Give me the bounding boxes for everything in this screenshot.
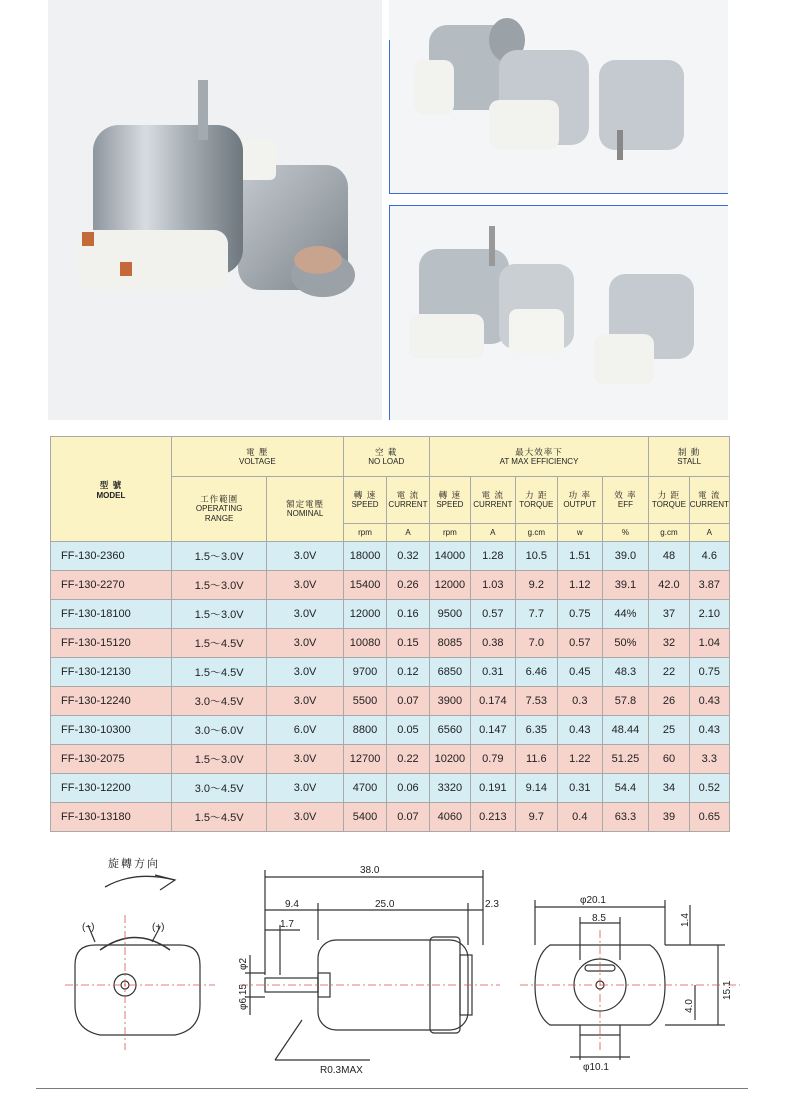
value-cell: 5400 bbox=[343, 803, 386, 832]
bottom-rule bbox=[36, 1088, 748, 1089]
dim-shaft-length: 9.4 bbox=[285, 899, 299, 910]
model-cell: FF-130-2270 bbox=[51, 571, 172, 600]
value-cell: 48.3 bbox=[602, 658, 649, 687]
value-cell: 3900 bbox=[429, 687, 470, 716]
value-cell: 3.0V bbox=[267, 600, 343, 629]
value-cell: 6.35 bbox=[515, 716, 557, 745]
value-cell: 50% bbox=[602, 629, 649, 658]
value-cell: 1.5～3.0V bbox=[171, 600, 266, 629]
value-cell: 8800 bbox=[343, 716, 386, 745]
value-cell: 5500 bbox=[343, 687, 386, 716]
value-cell: 60 bbox=[649, 745, 689, 774]
value-cell: 3.0V bbox=[267, 629, 343, 658]
header-noload bbox=[343, 437, 429, 477]
header-current-noload bbox=[387, 477, 429, 524]
header-torque-maxeff bbox=[515, 477, 557, 524]
value-cell: 3.0～6.0V bbox=[171, 716, 266, 745]
value-cell: 25 bbox=[649, 716, 689, 745]
value-cell: 0.191 bbox=[471, 774, 516, 803]
model-cell: FF-130-13180 bbox=[51, 803, 172, 832]
dim-slot-width: 8.5 bbox=[592, 913, 606, 924]
header-nominal-cn: 額定電壓 bbox=[286, 499, 325, 509]
value-cell: 9500 bbox=[429, 600, 470, 629]
header-speed-noload-cn: 轉 速 bbox=[353, 490, 377, 500]
value-cell: 0.174 bbox=[471, 687, 516, 716]
value-cell: 39.0 bbox=[602, 542, 649, 571]
unit-cell: g.cm bbox=[515, 524, 557, 542]
photo-divider-horizontal bbox=[389, 193, 728, 206]
header-output bbox=[558, 477, 603, 524]
value-cell: 0.75 bbox=[689, 658, 729, 687]
value-cell: 12000 bbox=[343, 600, 386, 629]
table-row bbox=[51, 542, 730, 571]
unit-cell: rpm bbox=[343, 524, 386, 542]
table-row bbox=[51, 745, 730, 774]
header-torque-stall-en: TORQUE bbox=[651, 500, 686, 509]
value-cell: 51.25 bbox=[602, 745, 649, 774]
dim-radius: R0.3MAX bbox=[320, 1065, 363, 1076]
value-cell: 32 bbox=[649, 629, 689, 658]
value-cell: 37 bbox=[649, 600, 689, 629]
table-row bbox=[51, 687, 730, 716]
header-eff-en: EFF bbox=[617, 500, 633, 509]
value-cell: 0.43 bbox=[689, 687, 729, 716]
unit-cell: A bbox=[689, 524, 729, 542]
header-current-noload-en: CURRENT bbox=[388, 500, 428, 509]
dim-boss-diameter: φ6.15 bbox=[238, 984, 249, 1010]
unit-cell: g.cm bbox=[649, 524, 689, 542]
value-cell: 63.3 bbox=[602, 803, 649, 832]
product-photos bbox=[48, 0, 728, 420]
value-cell: 1.5～4.5V bbox=[171, 803, 266, 832]
table-row bbox=[51, 600, 730, 629]
value-cell: 1.03 bbox=[471, 571, 516, 600]
value-cell: 11.6 bbox=[515, 745, 557, 774]
header-noload-cn: 空 載 bbox=[375, 446, 398, 457]
header-speed-maxeff-en: SPEED bbox=[436, 500, 464, 509]
value-cell: 44% bbox=[602, 600, 649, 629]
value-cell: 18000 bbox=[343, 542, 386, 571]
value-cell: 0.147 bbox=[471, 716, 516, 745]
header-noload-en: NO LOAD bbox=[368, 456, 405, 466]
unit-cell: rpm bbox=[429, 524, 470, 542]
model-cell: FF-130-10300 bbox=[51, 716, 172, 745]
value-cell: 0.79 bbox=[471, 745, 516, 774]
header-maxeff-en: AT MAX EFFICIENCY bbox=[499, 456, 579, 466]
header-current-stall bbox=[689, 477, 729, 524]
value-cell: 42.0 bbox=[649, 571, 689, 600]
header-current-noload-cn: 電 流 bbox=[396, 490, 420, 500]
value-cell: 26 bbox=[649, 687, 689, 716]
header-eff-cn: 效 率 bbox=[614, 490, 637, 500]
unit-cell: w bbox=[558, 524, 603, 542]
spec-table bbox=[50, 436, 730, 832]
dim-end-length: 2.3 bbox=[485, 899, 499, 910]
value-cell: 3.0V bbox=[267, 803, 343, 832]
value-cell: 0.75 bbox=[558, 600, 603, 629]
value-cell: 0.3 bbox=[558, 687, 603, 716]
header-maxeff-cn: 最大效率下 bbox=[515, 446, 563, 457]
unit-cell: A bbox=[387, 524, 429, 542]
value-cell: 12700 bbox=[343, 745, 386, 774]
header-torque-maxeff-cn: 力 距 bbox=[525, 490, 548, 500]
value-cell: 1.12 bbox=[558, 571, 603, 600]
value-cell: 2.10 bbox=[689, 600, 729, 629]
value-cell: 9.14 bbox=[515, 774, 557, 803]
header-nominal-en: NOMINAL bbox=[286, 509, 324, 518]
value-cell: 1.04 bbox=[689, 629, 729, 658]
value-cell: 3.87 bbox=[689, 571, 729, 600]
model-cell: FF-130-12240 bbox=[51, 687, 172, 716]
value-cell: 3.0V bbox=[267, 687, 343, 716]
table-row bbox=[51, 716, 730, 745]
value-cell: 0.43 bbox=[558, 716, 603, 745]
header-current-stall-en: CURRENT bbox=[689, 500, 729, 509]
drawing-svg bbox=[40, 845, 760, 1090]
header-model-cn: 型 號 bbox=[99, 479, 123, 490]
value-cell: 0.57 bbox=[558, 629, 603, 658]
motor-group-photo-bottom bbox=[389, 204, 728, 420]
value-cell: 10200 bbox=[429, 745, 470, 774]
value-cell: 0.32 bbox=[387, 542, 429, 571]
value-cell: 0.4 bbox=[558, 803, 603, 832]
header-current-maxeff-cn: 電 流 bbox=[481, 490, 505, 500]
value-cell: 7.0 bbox=[515, 629, 557, 658]
header-current-maxeff-en: CURRENT bbox=[473, 500, 513, 509]
header-eff bbox=[602, 477, 649, 524]
value-cell: 0.12 bbox=[387, 658, 429, 687]
value-cell: 0.06 bbox=[387, 774, 429, 803]
value-cell: 10080 bbox=[343, 629, 386, 658]
model-cell: FF-130-18100 bbox=[51, 600, 172, 629]
value-cell: 10.5 bbox=[515, 542, 557, 571]
value-cell: 15400 bbox=[343, 571, 386, 600]
table-row bbox=[51, 629, 730, 658]
main-motor-photo bbox=[48, 0, 382, 420]
value-cell: 1.5～3.0V bbox=[171, 542, 266, 571]
unit-cell: A bbox=[471, 524, 516, 542]
dimension-drawings bbox=[40, 845, 760, 1090]
header-voltage-en: VOLTAGE bbox=[239, 456, 276, 466]
value-cell: 6560 bbox=[429, 716, 470, 745]
header-current-stall-cn: 電 流 bbox=[698, 490, 721, 500]
value-cell: 0.31 bbox=[471, 658, 516, 687]
table-row bbox=[51, 803, 730, 832]
model-cell: FF-130-2360 bbox=[51, 542, 172, 571]
dim-step-length: 1.7 bbox=[280, 919, 294, 930]
value-cell: 39 bbox=[649, 803, 689, 832]
value-cell: 3.0～4.5V bbox=[171, 774, 266, 803]
value-cell: 1.22 bbox=[558, 745, 603, 774]
model-cell: FF-130-2075 bbox=[51, 745, 172, 774]
header-speed-maxeff bbox=[429, 477, 470, 524]
value-cell: 0.43 bbox=[689, 716, 729, 745]
value-cell: 0.57 bbox=[471, 600, 516, 629]
dim-flat-offset: 1.4 bbox=[680, 913, 691, 927]
value-cell: 3.0V bbox=[267, 658, 343, 687]
header-torque-stall-cn: 力 距 bbox=[657, 490, 681, 500]
header-operating-en2: RANGE bbox=[204, 514, 234, 523]
value-cell: 0.22 bbox=[387, 745, 429, 774]
dim-total-length: 38.0 bbox=[360, 865, 380, 876]
model-cell: FF-130-15120 bbox=[51, 629, 172, 658]
table-row bbox=[51, 774, 730, 803]
value-cell: 9.7 bbox=[515, 803, 557, 832]
rotation-direction-label: 旋轉方向 bbox=[108, 858, 160, 870]
value-cell: 9700 bbox=[343, 658, 386, 687]
value-cell: 7.53 bbox=[515, 687, 557, 716]
table-row bbox=[51, 571, 730, 600]
value-cell: 22 bbox=[649, 658, 689, 687]
value-cell: 12000 bbox=[429, 571, 470, 600]
value-cell: 1.28 bbox=[471, 542, 516, 571]
header-current-maxeff bbox=[471, 477, 516, 524]
value-cell: 8085 bbox=[429, 629, 470, 658]
value-cell: 3.0V bbox=[267, 745, 343, 774]
photo-divider-vertical bbox=[382, 40, 390, 420]
value-cell: 3.0V bbox=[267, 571, 343, 600]
header-speed-maxeff-cn: 轉 速 bbox=[438, 490, 462, 500]
value-cell: 1.51 bbox=[558, 542, 603, 571]
value-cell: 0.52 bbox=[689, 774, 729, 803]
model-cell: FF-130-12200 bbox=[51, 774, 172, 803]
value-cell: 6.0V bbox=[267, 716, 343, 745]
value-cell: 1.5～4.5V bbox=[171, 629, 266, 658]
header-voltage bbox=[171, 437, 343, 477]
value-cell: 39.1 bbox=[602, 571, 649, 600]
dim-center-height: 4.0 bbox=[684, 999, 695, 1013]
header-operating-cn: 工作範圍 bbox=[200, 494, 239, 504]
value-cell: 48.44 bbox=[602, 716, 649, 745]
value-cell: 0.07 bbox=[387, 803, 429, 832]
dim-body-height: 15.1 bbox=[722, 980, 733, 1000]
header-torque-stall bbox=[649, 477, 689, 524]
value-cell: 0.31 bbox=[558, 774, 603, 803]
header-model-en: MODEL bbox=[96, 490, 126, 500]
value-cell: 57.8 bbox=[602, 687, 649, 716]
header-operating-en: OPERATING bbox=[195, 504, 243, 513]
value-cell: 7.7 bbox=[515, 600, 557, 629]
value-cell: 0.07 bbox=[387, 687, 429, 716]
table-row bbox=[51, 658, 730, 687]
header-operating bbox=[171, 477, 266, 542]
value-cell: 48 bbox=[649, 542, 689, 571]
header-output-cn: 功 率 bbox=[568, 490, 591, 500]
header-stall-cn: 制 動 bbox=[677, 446, 701, 457]
motor-group-photo-top bbox=[389, 0, 728, 193]
header-output-en: OUTPUT bbox=[563, 500, 597, 509]
value-cell: 0.213 bbox=[471, 803, 516, 832]
positive-terminal-label: (+) bbox=[152, 922, 165, 933]
header-maxeff bbox=[429, 437, 649, 477]
dim-body-diameter: φ20.1 bbox=[580, 895, 606, 906]
value-cell: 0.16 bbox=[387, 600, 429, 629]
value-cell: 6850 bbox=[429, 658, 470, 687]
value-cell: 9.2 bbox=[515, 571, 557, 600]
value-cell: 0.38 bbox=[471, 629, 516, 658]
value-cell: 1.5～4.5V bbox=[171, 658, 266, 687]
header-voltage-cn: 電 壓 bbox=[246, 446, 269, 457]
header-model bbox=[51, 437, 172, 542]
value-cell: 4700 bbox=[343, 774, 386, 803]
value-cell: 3.0～4.5V bbox=[171, 687, 266, 716]
value-cell: 14000 bbox=[429, 542, 470, 571]
value-cell: 34 bbox=[649, 774, 689, 803]
unit-cell: % bbox=[602, 524, 649, 542]
value-cell: 54.4 bbox=[602, 774, 649, 803]
spec-table-body bbox=[51, 542, 730, 832]
value-cell: 6.46 bbox=[515, 658, 557, 687]
value-cell: 1.5～3.0V bbox=[171, 745, 266, 774]
value-cell: 1.5～3.0V bbox=[171, 571, 266, 600]
value-cell: 0.65 bbox=[689, 803, 729, 832]
value-cell: 4.6 bbox=[689, 542, 729, 571]
header-torque-maxeff-en: TORQUE bbox=[519, 500, 554, 509]
value-cell: 0.15 bbox=[387, 629, 429, 658]
header-stall-en: STALL bbox=[677, 456, 702, 466]
model-cell: FF-130-12130 bbox=[51, 658, 172, 687]
value-cell: 3320 bbox=[429, 774, 470, 803]
header-speed-noload bbox=[343, 477, 386, 524]
dim-bearing-diameter: φ10.1 bbox=[583, 1062, 609, 1073]
value-cell: 3.3 bbox=[689, 745, 729, 774]
header-speed-noload-en: SPEED bbox=[351, 500, 379, 509]
value-cell: 3.0V bbox=[267, 542, 343, 571]
value-cell: 0.05 bbox=[387, 716, 429, 745]
header-nominal bbox=[267, 477, 343, 542]
header-stall bbox=[649, 437, 730, 477]
dim-shaft-diameter: φ2 bbox=[238, 957, 249, 970]
value-cell: 4060 bbox=[429, 803, 470, 832]
value-cell: 0.26 bbox=[387, 571, 429, 600]
value-cell: 0.45 bbox=[558, 658, 603, 687]
value-cell: 3.0V bbox=[267, 774, 343, 803]
negative-terminal-label: (−) bbox=[82, 922, 95, 933]
dim-body-length: 25.0 bbox=[375, 899, 395, 910]
